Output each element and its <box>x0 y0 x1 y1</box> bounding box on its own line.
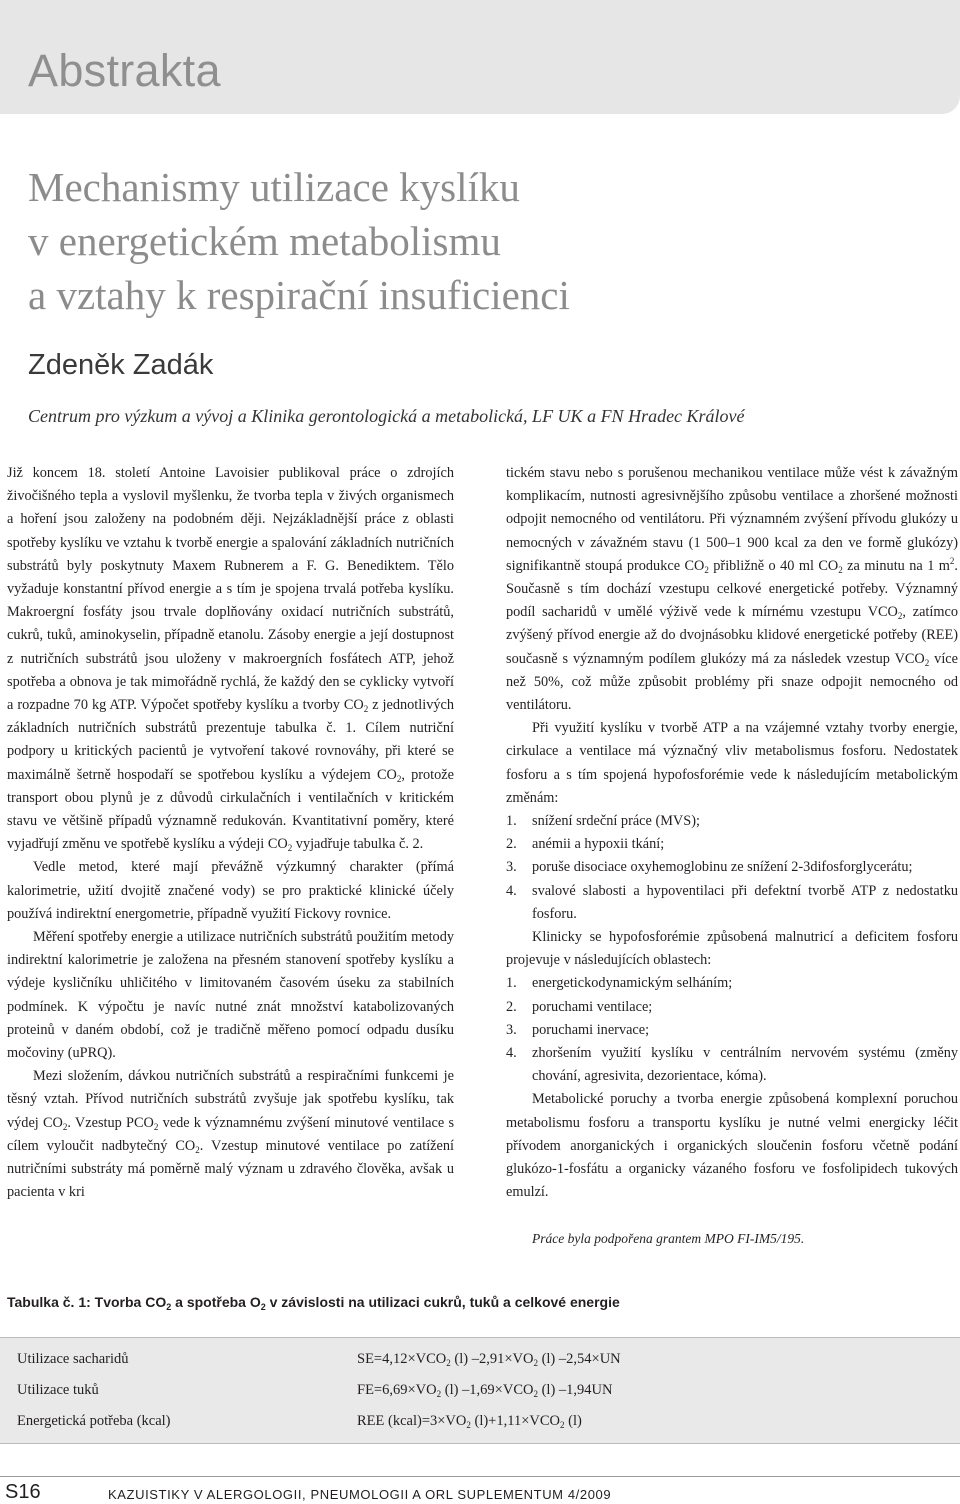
paragraph: Metabolické poruchy a tvorba energie způsobená komplexní poruchou metabolismu fosforu a transportu kyslíku je nutné velmi energicky léčit přívodem anorganických i organických sloučenin fosforu včetně podání glukózo-1-fosfátu a organicky vázaného fosforu ve fosfolipidech tukových emulzí. <box>506 1091 958 1201</box>
page-number: S16 <box>5 1481 41 1503</box>
hypophosphatemia-effects-list <box>506 810 958 926</box>
list-item: 3. poruchami inervace; <box>506 1021 650 1038</box>
list-item: 2. poruchami ventilace; <box>506 998 653 1015</box>
list-item: 3. poruše disociace oxyhemoglobinu ze snížení 2-3difosforglycerátu; <box>506 859 913 876</box>
footer-rule <box>0 1476 960 1477</box>
author-affiliation: Centrum pro výzkum a vývoj a Klinika gerontologická a metabolická, LF UK a FN Hradec Králové <box>28 406 745 426</box>
table-cell-label: Energetická potřeba (kcal) <box>17 1413 171 1429</box>
paragraph: Měření spotřeby energie a utilizace nutričních substrátů použitím metody indirektní kalorimetrie je založena na přesném stanovení spotřeby kyslíku a výdeje kysličníku uhličitého v limitovaném časovém úseku za stabilních podmínek. K výpočtu je navíc nutné znát množství katabolizovaných proteinů v daném období, což je tradičně měřeno pomocí odpadu dusíku močoviny (uPRQ). <box>7 929 454 1062</box>
author-name: Zdeněk Zadák <box>28 349 214 381</box>
title-line-2: v energetickém metabolismu <box>28 218 501 264</box>
article-title <box>28 160 570 322</box>
table-cell-formula: REE $(kcal)=3\times VO_2$ $(l)+1,11\times VCO_2$ (l) <box>357 1413 582 1430</box>
table-cell-formula: $FE=6,69\times VO_2$ (l) $-1,69\times VCO_2$ (l) –1,94UN <box>357 1382 613 1399</box>
table-caption: Tabulka č. 1: Tvorba $CO_2$ a spotřeba $O_2$ v závislosti na utilizaci cukrů, tuků a celkové energie <box>7 1294 620 1312</box>
list-item: 1. energetickodynamickým selháním; <box>506 975 733 992</box>
paragraph: Vedle metod, které mají převážně výzkumný charakter (přímá kalorimetrie, užití dvojitě značené vody) se pro praktické klinické účely používá indirektní energometrie, případně využití Fickovy rovnice. <box>7 859 454 922</box>
list-item: 1. snížení srdeční práce (MVS); <box>506 813 700 830</box>
funding-note: Práce byla podpořena grantem MPO FI-IM5/195. <box>532 1230 805 1246</box>
title-line-1: Mechanismy utilizace kyslíku <box>28 164 520 210</box>
journal-name: KAZUISTIKY V ALERGOLOGII, PNEUMOLOGII A ORL SUPLEMENTUM 4/2009 <box>108 1487 612 1502</box>
paragraph: Mezi složením, dávkou nutričních substrátů a respiračními funkcemi je těsný vztah. Přívod nutričních substrátů zvyšuje jak spotřebu kyslíku, tak výdej $CO_2$. Vzestup $PCO_2$ vede k významnému zvýšení minutové ventilace s cílem vyloučit nadbytečný $CO_2$. Vzestup minutové ventilace po zatížení nutričními substráty má poměrně malý význam u zdravého člověka, avšak u pacienta v kri <box>7 1068 455 1201</box>
list-item: 4. svalové slabosti a hypoventilaci při defektní tvorbě ATP z nedostatku fosforu. <box>506 882 958 922</box>
body-column-left <box>7 462 454 1205</box>
paragraph: Klinicky se hypofosforémie způsobená malnutricí a deficitem fosforu projevuje v následujících oblastech: <box>506 929 958 969</box>
body-column-right <box>506 462 958 1250</box>
section-label: Abstrakta <box>28 45 221 96</box>
table-cell-formula: $SE=4,12\times VCO_2$ (l) $-2,91\times VO_2$ (l) –2,54×UN <box>357 1351 621 1368</box>
formula-table <box>0 1337 960 1444</box>
table-cell-label: Utilizace sacharidů <box>17 1351 129 1367</box>
table-row <box>0 1406 960 1444</box>
paragraph: Při využití kyslíku v tvorbě ATP a na vzájemné vztahy tvorby energie, cirkulace a ventilace má význačný vliv metabolismus fosforu. Nedostatek fosforu a s tím spojená hypofosforémie vede k následujícím metabolickým změnám: <box>506 720 958 806</box>
list-item: 2. anémii a hypoxii tkání; <box>506 836 665 853</box>
paragraph: Již koncem 18. století Antoine Lavoisier publikoval práce o zdrojích živočišného tepla a vyslovil myšlenku, že tvorba tepla v živých organismech a hoření jsou založeny na podobném ději. Nejzákladnější práce z oblasti spotřeby kyslíku ve vztahu k tvorbě energie a spalování základních nutričních substrátů byly poskytnuty Maxem Rubnerem a F. G. Benediktem. Tělo vyžaduje konstantní přívod energie a s tím je spojena trvalá potřeba kyslíku. Makroergní fosfáty jsou trvale doplňovány oxidací nutričních substrátů, cukrů, tuků, aminokyselin, případně etanolu. Zásoby energie a její dostupnost z nutričních substrátů jsou uloženy v makroergních fosfátech ATP, jehož spotřeba a obnova je tak mimořádně rychlá, že každý den se cyklicky vytvoří a rozpadne 70 kg ATP. Výpočet spotřeby kyslíku a tvorby $CO_2$ z jednotlivých základních nutričních substrátů prezentuje tabulka č. 1. Cílem nutriční podpory u kritických pacientů je vytvoření takové rovnováhy, při které se maximálně šetrně hospodaří se spotřebou kyslíku a výdejem $CO_2$, protože transport obou plynů je z důvodů cirkulačních i ventilačních v kritickém stavu ve většině případů významně redukován. Kvantitativní poměry, které vyjadřují změnu ve spotřebě kyslíku a výdeji $CO_2$ vyjadřuje tabulka č. 2. <box>7 465 454 854</box>
clinical-manifestations-list <box>506 972 958 1088</box>
table-row <box>0 1375 960 1406</box>
table-cell-label: Utilizace tuků <box>17 1382 99 1398</box>
title-line-3: a vztahy k respirační insuficienci <box>28 272 570 318</box>
table-row <box>0 1338 960 1376</box>
paragraph: tickém stavu nebo s porušenou mechanikou ventilace může vést k závažným komplikacím, nutnosti agresivnějšího způsobu ventilace a zhoršené možnosti odpojit nemocného od ventilátoru. Při významném zvýšení přívodu glukózy u nemocných v závažném stavu (1 500–1 900 kcal za den ve formě glukózy) signifikantně stoupá produkce $CO_2$ přibližně o 40 ml $CO_2$ za minutu na 1 $m^2$. Současně s tím dochází vzestupu celkové energetické potřeby. Významný podíl sacharidů v umělé výživě vede k mírnému vzestupu $VCO_2$, zatímco zvýšený přívod energie až do dvojnásobku klidové energetické potřeby (REE) současně s významným podílem glukózy má za následek vzestup $VCO_2$ více než 50%, což může způsobit problémy při snaze odpojit nemocného od ventilátoru. <box>506 465 958 714</box>
list-item: 4. zhoršením využití kyslíku v centrálním nervovém systému (změny chování, agresivita, dezorientace, kóma). <box>506 1045 958 1085</box>
